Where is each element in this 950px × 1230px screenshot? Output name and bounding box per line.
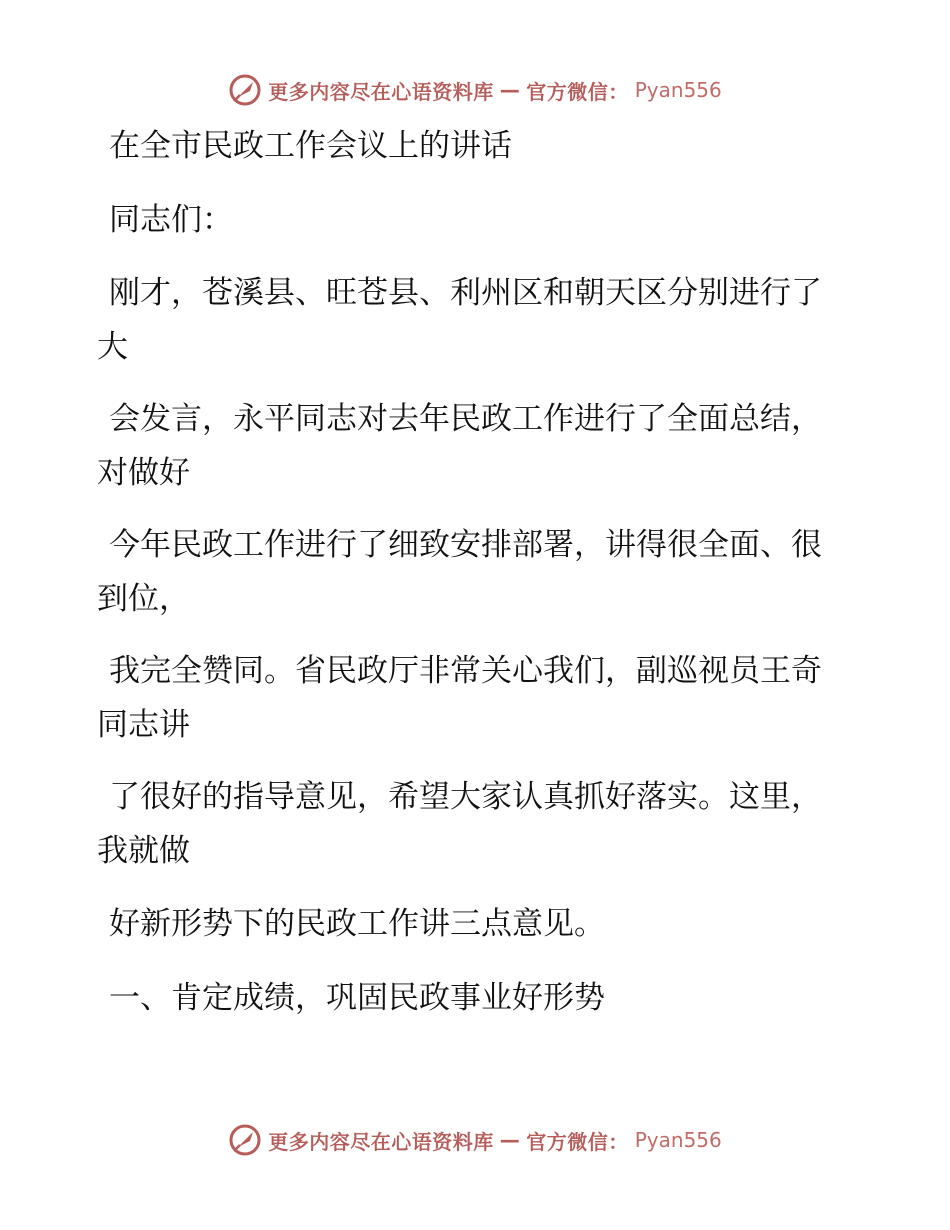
watermark-label: 官方微信： (526, 1129, 629, 1154)
watermark-separator: — (499, 78, 521, 102)
paragraph-line: 会发言，永平同志对去年民政工作进行了全面总结，对做好 (97, 401, 822, 491)
quill-logo-icon (228, 73, 262, 107)
quill-logo-icon (228, 1123, 262, 1157)
section-heading: 一、肯定成绩，巩固民政事业好形势 (109, 980, 605, 1016)
paragraph-line: 了很好的指导意见，希望大家认真抓好落实。这里，我就做 (97, 779, 822, 869)
watermark-label: 官方微信： (526, 79, 629, 104)
watermark-text: 更多内容尽在心语资料库 (268, 79, 494, 104)
header-watermark (0, 70, 950, 110)
watermark-text: 更多内容尽在心语资料库 (268, 1129, 494, 1154)
watermark-separator: — (499, 1128, 521, 1152)
document-title: 在全市民政工作会议上的讲话 (109, 128, 512, 164)
footer-watermark (0, 1120, 950, 1160)
paragraph-line: 好新形势下的民政工作讲三点意见。 (109, 906, 605, 942)
document-body (97, 118, 837, 1026)
watermark-handle: Pyan556 (634, 78, 722, 102)
salutation: 同志们： (109, 202, 233, 238)
paragraph-line: 我完全赞同。省民政厅非常关心我们，副巡视员王奇同志讲 (97, 653, 822, 743)
paragraph-line: 今年民政工作进行了细致安排部署，讲得很全面、很到位， (97, 527, 822, 617)
watermark-handle: Pyan556 (634, 1128, 722, 1152)
paragraph-line: 刚才，苍溪县、旺苍县、利州区和朝天区分别进行了大 (97, 275, 822, 365)
